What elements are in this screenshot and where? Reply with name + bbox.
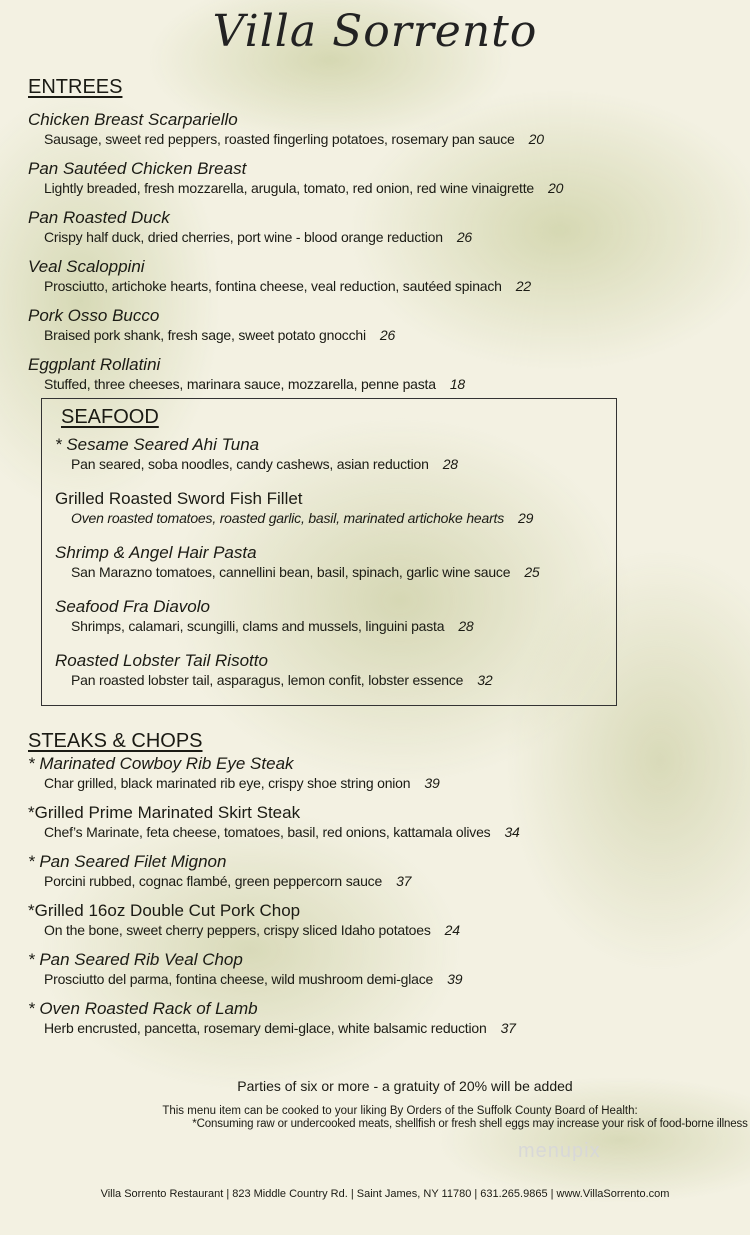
item-name: *Grilled Prime Marinated Skirt Steak <box>28 803 301 822</box>
item-price: 20 <box>528 131 544 147</box>
item-price: 18 <box>449 376 466 392</box>
item-description <box>28 326 395 344</box>
item-price: 26 <box>456 229 473 245</box>
item-name: Chicken Breast Scarpariello <box>28 110 238 129</box>
menu-item <box>28 257 531 295</box>
item-description <box>55 563 540 581</box>
menu-item <box>28 355 465 393</box>
item-description-text: Pan seared, soba noodles, candy cashews, asian reduction <box>71 456 429 472</box>
item-price: 20 <box>548 180 564 196</box>
item-price: 24 <box>444 922 460 938</box>
health-note-2: *Consuming raw or undercooked meats, shellfish or fresh shell eggs may increase your risk of food-borne illness <box>192 1118 748 1130</box>
item-description <box>55 455 458 473</box>
item-description <box>28 872 411 890</box>
menu-item <box>28 208 472 246</box>
menu-item <box>28 852 411 890</box>
menu-item <box>28 999 516 1037</box>
item-price: 37 <box>396 873 412 889</box>
item-price: 29 <box>518 510 534 526</box>
item-description <box>28 970 462 988</box>
item-description <box>28 179 563 197</box>
item-description-text: Sausage, sweet red peppers, roasted fingerling potatoes, rosemary pan sauce <box>44 131 515 147</box>
item-price: 28 <box>458 618 474 634</box>
item-name: * Oven Roasted Rack of Lamb <box>28 999 258 1018</box>
item-name: *Grilled 16oz Double Cut Pork Chop <box>28 901 301 920</box>
item-name: Veal Scaloppini <box>28 257 145 276</box>
entrees-heading: ENTREES <box>28 76 123 98</box>
menu-item <box>55 543 540 581</box>
item-name: Grilled Roasted Sword Fish Fillet <box>55 489 303 508</box>
item-description-text: Shrimps, calamari, scungilli, clams and mussels, linguini pasta <box>71 618 445 634</box>
item-description <box>28 130 544 148</box>
seafood-heading: SEAFOOD <box>61 406 159 428</box>
item-name: * Pan Seared Rib Veal Chop <box>28 950 243 969</box>
item-description <box>28 375 465 393</box>
item-description-text: Crispy half duck, dried cherries, port wine - blood orange reduction <box>44 229 443 245</box>
item-description <box>28 228 472 246</box>
item-price: 28 <box>442 456 458 472</box>
menu-item <box>28 159 563 197</box>
address-line: Villa Sorrento Restaurant | 823 Middle Country Rd. | Saint James, NY 11780 | 631.265.9865 | www.VillaSorrento.com <box>100 1188 670 1200</box>
item-price: 26 <box>379 327 396 343</box>
item-name: Eggplant Rollatini <box>28 355 161 374</box>
item-description-text: Prosciutto, artichoke hearts, fontina cheese, veal reduction, sautéed spinach <box>44 278 502 294</box>
item-name: * Marinated Cowboy Rib Eye Steak <box>28 754 294 773</box>
health-note-1: This menu item can be cooked to your liking By Orders of the Suffolk County Board of Health: <box>162 1105 638 1117</box>
item-price: 39 <box>447 971 463 987</box>
item-price: 32 <box>477 672 493 688</box>
item-description-text: Pan roasted lobster tail, asparagus, lemon confit, lobster essence <box>71 672 464 688</box>
menu-item <box>28 306 395 344</box>
item-description-text: Lightly breaded, fresh mozzarella, arugula, tomato, red onion, red wine vinaigrette <box>44 180 535 196</box>
item-name: Pan Roasted Duck <box>28 208 170 227</box>
item-description <box>28 921 460 939</box>
item-description <box>28 277 531 295</box>
item-price: 22 <box>515 278 531 294</box>
item-name: Seafood Fra Diavolo <box>55 597 210 616</box>
item-description <box>55 509 533 527</box>
menu-item <box>28 754 440 792</box>
item-price: 39 <box>424 775 440 791</box>
menu-item <box>55 435 458 473</box>
item-name: * Sesame Seared Ahi Tuna <box>55 435 260 454</box>
watermark: menupix <box>518 1140 601 1162</box>
item-description-text: Chef’s Marinate, feta cheese, tomatoes, basil, red onions, kattamala olives <box>44 824 491 840</box>
item-description-text: Herb encrusted, pancetta, rosemary demi-glace, white balsamic reduction <box>44 1020 487 1036</box>
item-name: Pork Osso Bucco <box>28 306 160 325</box>
menu-item <box>55 597 474 635</box>
item-price: 37 <box>500 1020 516 1036</box>
item-description <box>28 823 520 841</box>
gratuity-note: Parties of six or more - a gratuity of 20% will be added <box>237 1078 573 1094</box>
item-price: 25 <box>524 564 540 580</box>
item-price: 34 <box>504 824 520 840</box>
item-description-text: Braised pork shank, fresh sage, sweet potato gnocchi <box>44 327 366 343</box>
item-name: Pan Sautéed Chicken Breast <box>28 159 247 178</box>
item-description <box>28 774 440 792</box>
item-description <box>55 671 492 689</box>
item-name: * Pan Seared Filet Mignon <box>28 852 227 871</box>
item-description-text: On the bone, sweet cherry peppers, crispy sliced Idaho potatoes <box>44 922 431 938</box>
item-description-text: Char grilled, black marinated rib eye, crispy shoe string onion <box>44 775 411 791</box>
menu-item <box>28 110 544 148</box>
item-description-text: Oven roasted tomatoes, roasted garlic, basil, marinated artichoke hearts <box>71 510 505 526</box>
item-description-text: Porcini rubbed, cognac flambé, green peppercorn sauce <box>44 873 383 889</box>
item-description <box>55 617 474 635</box>
item-description <box>28 1019 516 1037</box>
menu-item <box>28 803 520 841</box>
restaurant-logo: Villa Sorrento <box>212 6 538 57</box>
item-description-text: San Marazno tomatoes, cannellini bean, basil, spinach, garlic wine sauce <box>71 564 511 580</box>
item-description-text: Stuffed, three cheeses, marinara sauce, mozzarella, penne pasta <box>44 376 436 392</box>
item-name: Roasted Lobster Tail Risotto <box>55 651 268 670</box>
item-name: Shrimp & Angel Hair Pasta <box>55 543 257 562</box>
menu-item <box>28 901 460 939</box>
item-description-text: Prosciutto del parma, fontina cheese, wild mushroom demi-glace <box>44 971 434 987</box>
steaks-heading: STEAKS & CHOPS <box>28 730 203 752</box>
menu-item <box>55 651 492 689</box>
menu-item <box>55 489 533 527</box>
menu-item <box>28 950 462 988</box>
